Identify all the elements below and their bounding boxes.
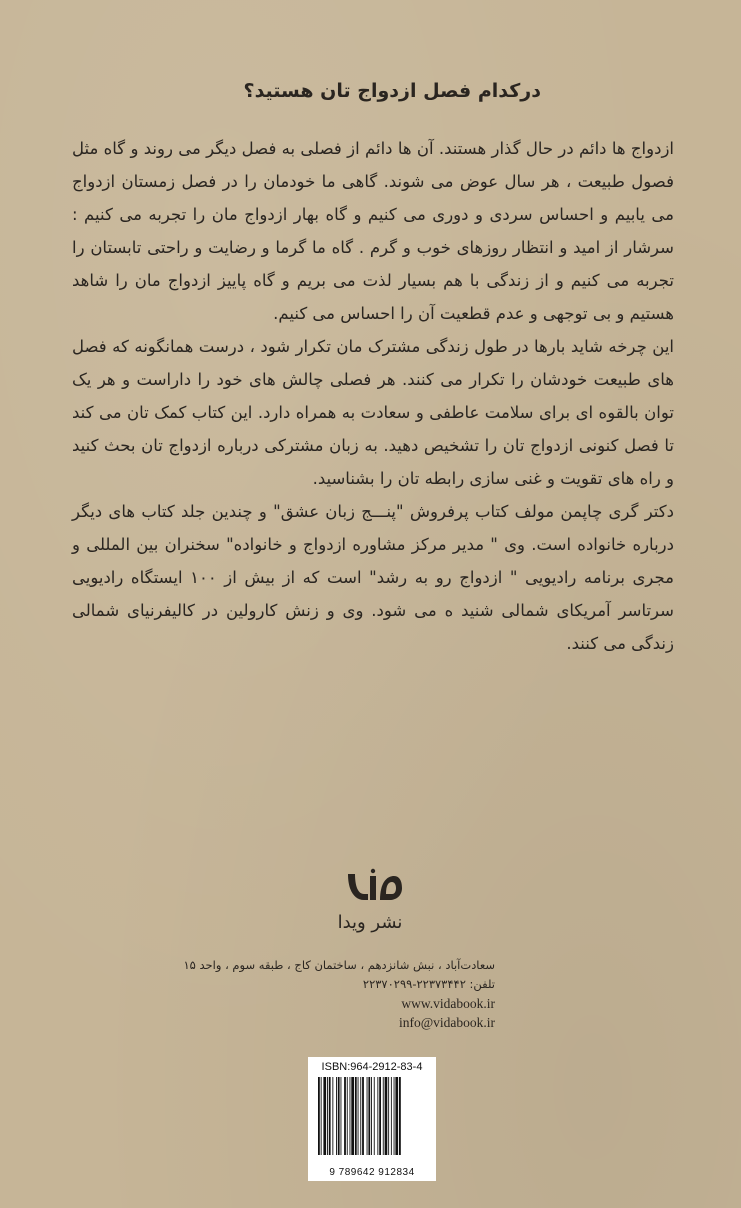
barcode-bar: [344, 1077, 346, 1155]
barcode-bar: [329, 1077, 331, 1155]
barcode-bars: [316, 1077, 428, 1155]
barcode-bar: [360, 1077, 361, 1155]
description-paragraph-2: این چرخه شاید بارها در طول زندگی مشترک مان تکرار شود ، درست همانگونه که فصل های طبیعت خودشان را تکرار می کنند. هر فصلی چالش های خود را داراست و هر یک توان بالقوه ای برای سلامت عاطفی و سعادت به همراه دارد. این کتاب کمک تان می کند تا فصل کنونی ازدواج تان را تشخیص دهید. به زبان مشترکی درباره ازدواج تان بحث کنید و راه های تقویت و غنی سازی رابطه تان را بشناسید.: [72, 337, 674, 488]
barcode-bar: [350, 1077, 351, 1155]
barcode-bar: [394, 1077, 395, 1155]
barcode-bar: [388, 1077, 389, 1155]
back-cover-title: درکدام فصل ازدواج تان هستید؟: [243, 80, 541, 102]
back-cover-description: [72, 132, 674, 660]
barcode-bar: [371, 1077, 372, 1155]
publisher-website: www.vidabook.ir: [401, 996, 495, 1011]
barcode-bar: [336, 1077, 337, 1155]
barcode-bar: [332, 1077, 333, 1155]
barcode-digits: 9 789642 912834: [329, 1167, 415, 1178]
barcode-bar: [374, 1077, 375, 1155]
barcode-bar: [391, 1077, 392, 1155]
barcode-bar: [323, 1077, 326, 1155]
isbn-text: ISBN:964-2912-83-4: [321, 1061, 423, 1073]
publisher-email: info@vidabook.ir: [398, 1015, 495, 1030]
barcode-bar: [347, 1077, 348, 1155]
barcode-bar: [379, 1077, 381, 1155]
publisher-contact: [165, 956, 495, 1032]
publisher-address: سعادت‌آباد ، نبش شانزدهم ، ساختمان کاج ، طبقه سوم ، واحد ۱۵: [183, 958, 495, 972]
barcode-bar: [341, 1077, 342, 1155]
barcode-bar: [385, 1077, 388, 1155]
barcode-bar: [318, 1077, 320, 1155]
barcode-bar: [351, 1077, 354, 1155]
publisher-name: نشر ویدا: [337, 912, 403, 933]
publisher-phone: تلفن: ۲۲۳۷۳۴۴۲-۲۲۳۷۰۲۹۹: [362, 977, 495, 991]
barcode-bar: [377, 1077, 378, 1155]
barcode-bar: [327, 1077, 328, 1155]
barcode-bar: [321, 1077, 322, 1155]
barcode-bar: [367, 1077, 368, 1155]
description-paragraph-3: دکتر گری چاپمن مولف کتاب پرفروش "پنـــج زبان عشق" و چندین جلد کتاب های دیگر درباره خانواده است. وی " مدیر مرکز مشاوره ازدواج و خانواده" سخنران بین المللی و مجری برنامه رادیویی " ازدواج رو به رشد" است که از بیش از ۱۰۰ ایستگاه رادیویی سرتاسر آمریکای شمالی شنید ه می شود. وی و زنش کارولین در کالیفرنیای شمالی زندگی می کنند.: [72, 502, 674, 653]
barcode-bar: [355, 1077, 357, 1155]
barcode-bar: [399, 1077, 401, 1155]
barcode-bar: [368, 1077, 370, 1155]
publisher-logo-icon: [340, 868, 404, 906]
barcode-bar: [362, 1077, 364, 1155]
barcode-bar: [338, 1077, 340, 1155]
description-paragraph-1: ازدواج ها دائم در حال گذار هستند. آن ها دائم از فصلی به فصل دیگر می روند و گاه مثل فصول طبیعت ، هر سال عوض می شوند. گاهی ما خودمان را در فصل زمستان ازدواج می یابیم و احساس سردی و دوری می کنیم و گاه بهار ازدواج مان را تجربه می کنیم : سرشار از امید و انتظار روزهای خوب و گرم . گاه ما گرما و رضایت و راحتی تابستان را تجربه می کنیم و از زندگی با هم بسیار لذت می بریم و گاه پاییز ازدواج مان را شاهد هستیم و بی توجهی و عدم قطعیت آن را احساس می کنیم.: [72, 139, 674, 323]
barcode-bar: [358, 1077, 359, 1155]
barcode-bar: [383, 1077, 384, 1155]
barcode-label: [308, 1057, 436, 1181]
barcode-bar: [395, 1077, 398, 1155]
